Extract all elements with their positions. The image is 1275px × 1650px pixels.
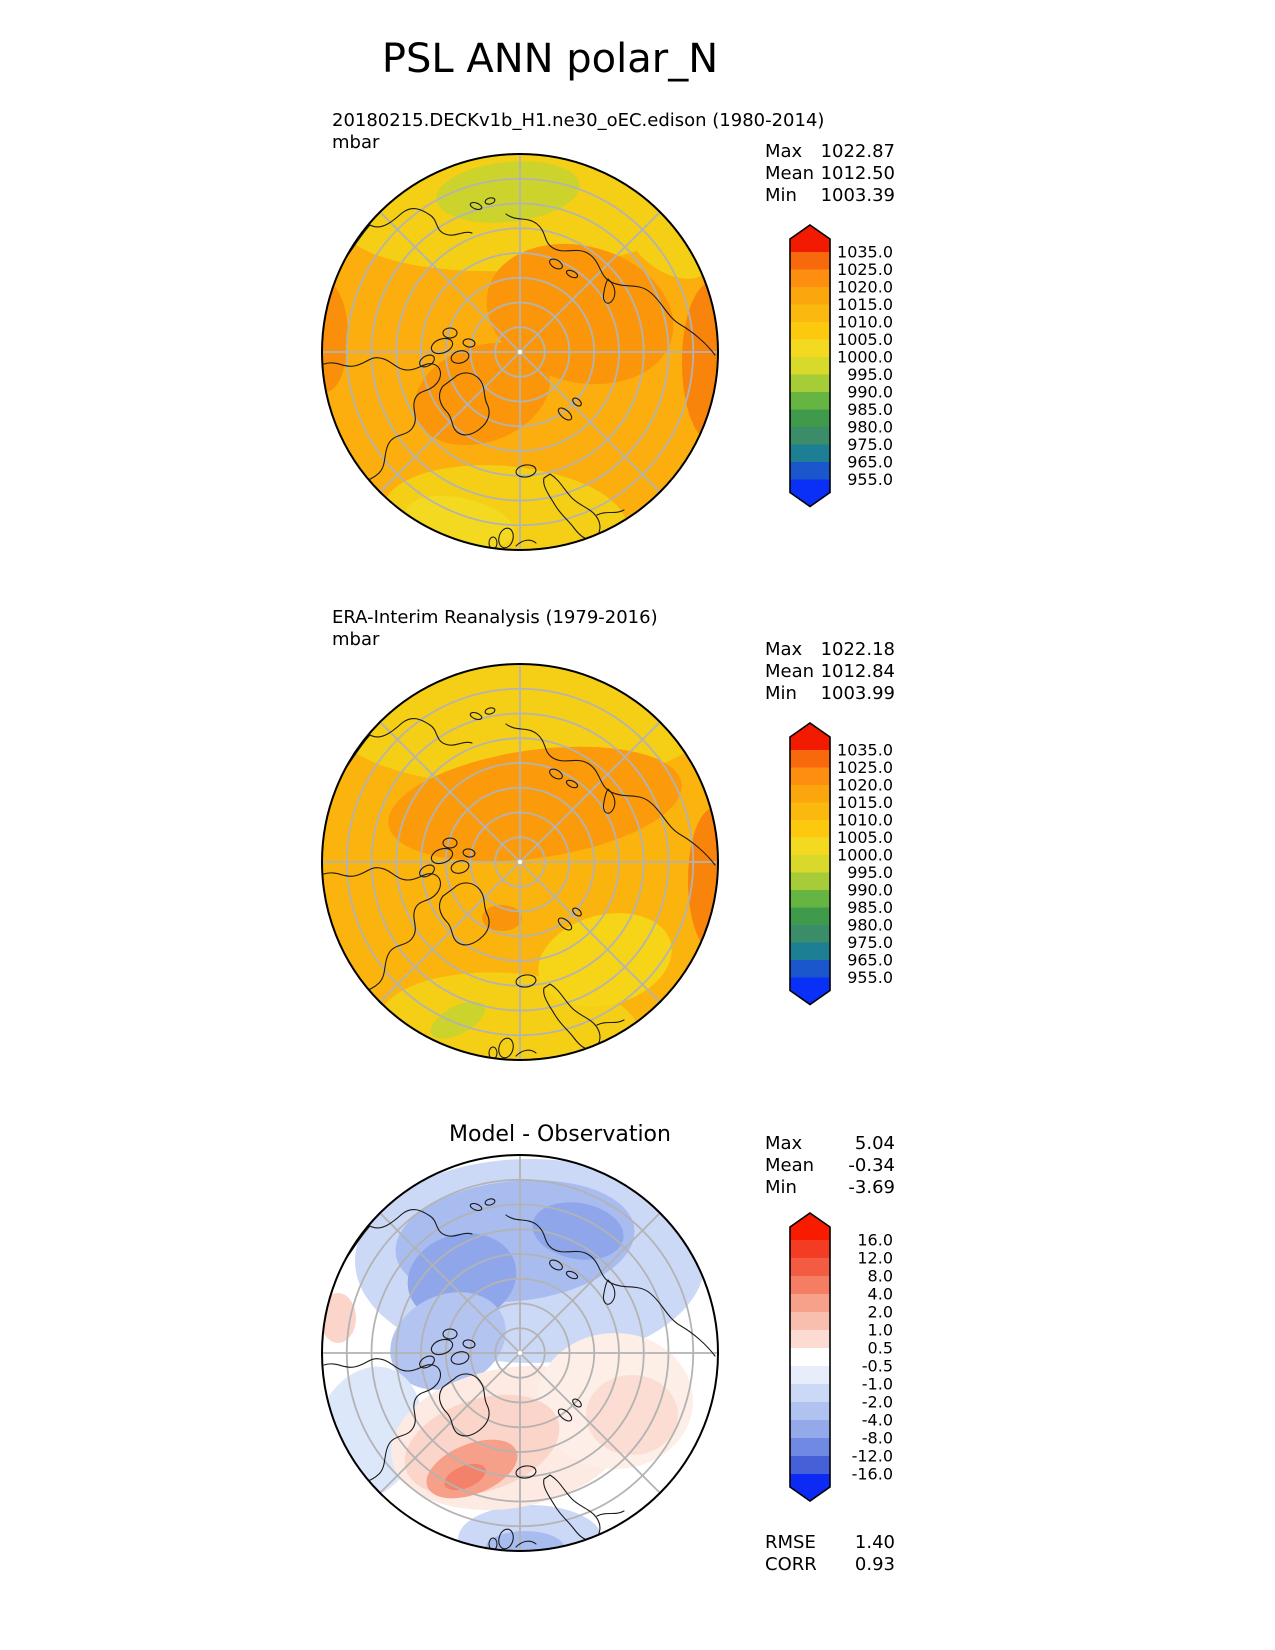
obs-stats [765,639,895,705]
colorbar-tick-labels [837,243,893,490]
model-stat-max [765,141,895,163]
colorbar-tick-label: 980.0 [847,915,893,935]
colorbar-segment [790,427,830,445]
map-field [310,142,730,562]
colorbar-tick-label: 1025.0 [837,260,893,279]
colorbar-tick-label: 980.0 [847,417,893,437]
colorbar-under-arrow [790,480,830,507]
colorbar-segment [790,1384,830,1403]
colorbar-segment [790,768,830,786]
colorbar-tick-label: 1035.0 [837,740,893,760]
colorbar-under-arrow [790,978,830,1005]
stat-label: CORR [765,1554,817,1575]
colorbar-tick-labels [852,1231,893,1484]
colorbar-segment [790,305,830,323]
colorbar-tick-label: 8.0 [867,1266,893,1286]
stat-value: 1.40 [854,1532,895,1553]
model-stats [765,141,895,207]
model-stat-mean [765,163,895,185]
colorbar-segment [790,1348,830,1367]
colorbar-segment [790,1456,830,1475]
stat-value: 0.93 [854,1554,895,1575]
colorbar-under-arrow [790,1474,830,1501]
colorbar-tick-label: 990.0 [847,382,893,402]
colorbar-segment [790,820,830,838]
diff-stat-min [765,1177,895,1199]
colorbar-tick-label: -12.0 [851,1446,893,1466]
stat-label: Min [765,1177,797,1198]
stat-value: 5.04 [854,1133,895,1154]
colorbar-tick-label: -4.0 [861,1410,893,1430]
colorbar-tick-label: 1005.0 [837,828,893,847]
colorbar-segment [790,943,830,961]
colorbar-segment [790,462,830,480]
colorbar-segment [790,410,830,428]
obs-subtitle: ERA-Interim Reanalysis (1979-2016) [332,607,658,628]
colorbar-segment [790,785,830,803]
colorbar-tick-label: 955.0 [847,470,893,489]
colorbar-tick-label: -16.0 [851,1464,893,1484]
stat-value: 1003.99 [820,683,895,704]
colorbar-segment [790,340,830,358]
obs-units-label: mbar [332,629,380,650]
colorbar-tick-labels [837,741,893,988]
pole-dot [518,1351,522,1355]
colorbar-segment [790,1330,830,1349]
colorbar-tick-label: 955.0 [847,968,893,987]
colorbar-segment [790,925,830,943]
colorbar-segment [790,908,830,926]
colorbar-segment [790,1240,830,1259]
colorbar-over-arrow [790,723,830,750]
colorbar-tick-label: -8.0 [861,1428,893,1448]
colorbar-tick-label: -2.0 [861,1392,893,1412]
stat-label: Mean [765,661,815,682]
stat-value: 1022.18 [820,639,895,660]
colorbar-segment [790,375,830,393]
colorbar-tick-label: 985.0 [847,898,893,917]
colorbar-tick-label: 990.0 [847,880,893,900]
colorbar-segment [790,1258,830,1277]
stat-label: Min [765,185,797,206]
stat-label: Max [765,141,803,162]
colorbar-segment [790,322,830,340]
diff-skill-stats [765,1532,895,1576]
colorbar-segment [790,1438,830,1457]
colorbar-segment [790,392,830,410]
colorbar-segment [790,873,830,891]
colorbar-tick-label: 975.0 [847,435,893,454]
colorbar-segment [790,287,830,305]
colorbar-tick-label: 965.0 [847,452,893,472]
colorbar-tick-label: 985.0 [847,400,893,419]
stat-value: -0.34 [848,1155,895,1176]
colorbar-segment [790,1420,830,1439]
colorbar-segment [790,855,830,873]
colorbar-over-arrow [790,225,830,252]
colorbar-tick-label: 1010.0 [837,312,893,332]
colorbar-segment [790,1312,830,1331]
diff-stats [765,1133,895,1199]
model-colorbar [780,217,905,523]
figure-title: PSL ANN polar_N [381,36,719,82]
colorbar-tick-label: 1015.0 [837,295,893,314]
stat-value: 1022.87 [820,141,895,162]
colorbar-tick-label: 1000.0 [837,845,893,865]
stat-label: Min [765,683,797,704]
stat-value: 1012.84 [820,661,895,682]
diff-stat-mean [765,1155,895,1177]
colorbar-segment [790,1366,830,1385]
colorbar-tick-label: 1025.0 [837,758,893,777]
diff-colorbar [780,1205,905,1517]
colorbar-tick-label: 965.0 [847,950,893,970]
colorbar-tick-label: 1020.0 [837,775,893,795]
stat-value: 1012.50 [820,163,895,184]
diff-title: Model - Observation [449,1122,671,1147]
obs-pressure-map [310,652,730,1072]
obs-stat-min [765,683,895,705]
colorbar-tick-label: 1000.0 [837,347,893,367]
colorbar-segment [790,750,830,768]
colorbar-segment [790,838,830,856]
colorbar-segment [790,252,830,270]
colorbar-tick-label: 995.0 [847,863,893,882]
colorbar-tick-label: 1020.0 [837,277,893,297]
colorbar-tick-label: 975.0 [847,933,893,952]
stat-label: RMSE [765,1532,816,1553]
colorbar-segment [790,960,830,978]
colorbar-tick-label: 4.0 [867,1284,893,1304]
stat-label: Mean [765,163,815,184]
colorbar-segment [790,1276,830,1295]
obs-colorbar [780,715,905,1021]
diff-stat-max [765,1133,895,1155]
model-stat-min [765,185,895,207]
colorbar-segment [790,890,830,908]
colorbar-tick-label: 1035.0 [837,242,893,262]
colorbar-tick-label: 12.0 [857,1248,893,1268]
diff-stat-rmse [765,1532,895,1554]
stat-label: Max [765,639,803,660]
diff-stat-corr [765,1554,895,1576]
colorbar-tick-label: 1.0 [867,1320,893,1340]
colorbar-segment [790,445,830,463]
stat-label: Max [765,1133,803,1154]
colorbar-over-arrow [790,1213,830,1240]
colorbar-tick-label: 1015.0 [837,793,893,812]
obs-stat-max [765,639,895,661]
obs-stat-mean [765,661,895,683]
colorbar-segment [790,803,830,821]
colorbar-segment [790,270,830,288]
stat-label: Mean [765,1155,815,1176]
model-subtitle: 20180215.DECKv1b_H1.ne30_oEC.edison (1980-2014) [332,110,825,131]
model-units-label: mbar [332,132,380,153]
stat-value: 1003.39 [820,185,895,206]
stat-value: -3.69 [848,1177,895,1198]
colorbar-tick-label: 995.0 [847,365,893,384]
diff-pressure-map [310,1143,730,1563]
colorbar-segment [790,1294,830,1313]
colorbar-tick-label: 16.0 [857,1230,893,1250]
colorbar-tick-label: 0.5 [867,1338,893,1358]
map-field [310,1155,718,1563]
colorbar-tick-label: -0.5 [861,1356,893,1376]
colorbar-tick-label: -1.0 [861,1374,893,1394]
colorbar-segment [790,357,830,375]
pole-dot [518,860,522,864]
colorbar-segment [790,1402,830,1421]
model-pressure-map [310,142,730,562]
colorbar-tick-label: 2.0 [867,1302,893,1322]
colorbar-tick-label: 1005.0 [837,330,893,349]
pole-dot [518,350,522,354]
colorbar-tick-label: 1010.0 [837,810,893,830]
